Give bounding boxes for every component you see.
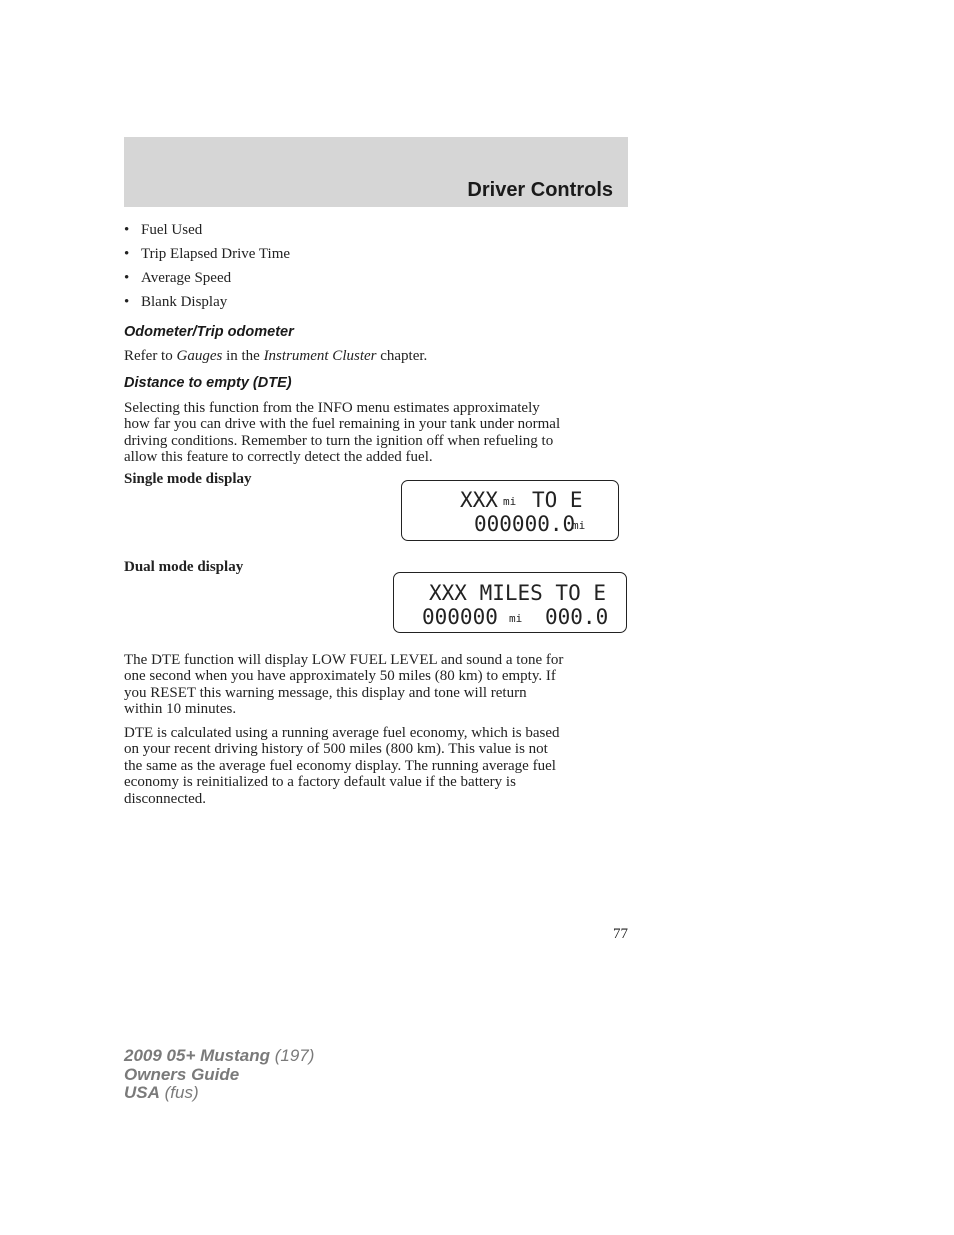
dual-mode-label: Dual mode display [124, 559, 244, 575]
lcd-text: 000000.0 [474, 512, 576, 536]
single-mode-lcd [401, 480, 619, 541]
odometer-text: Refer to Gauges in the Instrument Cluster chapter. [124, 348, 428, 364]
single-mode-label: Single mode display [124, 471, 252, 487]
lcd-unit: mi [572, 519, 586, 532]
lcd-text: 000000 [422, 605, 498, 629]
low-fuel-paragraph: The DTE function will display LOW FUEL LEVEL and sound a tone for one second when you have approximately 50 miles (80 km) to empty. If you RESET this warning message, this display and tone will return within 10 minutes. [124, 652, 564, 718]
list-item: • Average Speed [124, 268, 290, 292]
lcd-unit: mi [509, 612, 523, 625]
list-item: • Trip Elapsed Drive Time [124, 244, 290, 268]
bullet-icon: • [124, 246, 130, 262]
bullet-icon: • [124, 294, 130, 310]
lcd-text: 000.0 [545, 605, 609, 629]
lcd-text: TO E [532, 488, 583, 512]
list-item: • Fuel Used [124, 220, 290, 244]
lcd-text: XXX MILES TO E [429, 581, 607, 605]
section-header-band [124, 137, 628, 207]
list-item: • Blank Display [124, 292, 290, 316]
document-footer: 2009 05+ Mustang (197) Owners Guide USA (fus) [124, 1046, 315, 1102]
info-menu-list [124, 220, 290, 316]
lcd-text: XXX [460, 488, 498, 512]
dte-calculation-paragraph: DTE is calculated using a running average fuel economy, which is based on your recent driving history of 500 miles (800 km). This value is not the same as the average fuel economy display. The running average fuel economy is reinitialized to a factory default value if the battery is disconnected. [124, 725, 560, 807]
odometer-heading: Odometer/Trip odometer [124, 324, 294, 340]
section-title: Driver Controls [467, 179, 613, 201]
dte-description: Selecting this function from the INFO menu estimates approximately how far you can drive with the fuel remaining in your tank under normal driving conditions. Remember to turn the ignition off when refueling to allow this feature to correctly detect the added fuel. [124, 400, 561, 466]
dte-heading: Distance to empty (DTE) [124, 375, 292, 391]
page-number: 77 [613, 926, 628, 942]
bullet-icon: • [124, 270, 130, 286]
bullet-icon: • [124, 222, 130, 238]
dual-mode-lcd [393, 572, 627, 633]
lcd-unit: mi [503, 495, 517, 508]
